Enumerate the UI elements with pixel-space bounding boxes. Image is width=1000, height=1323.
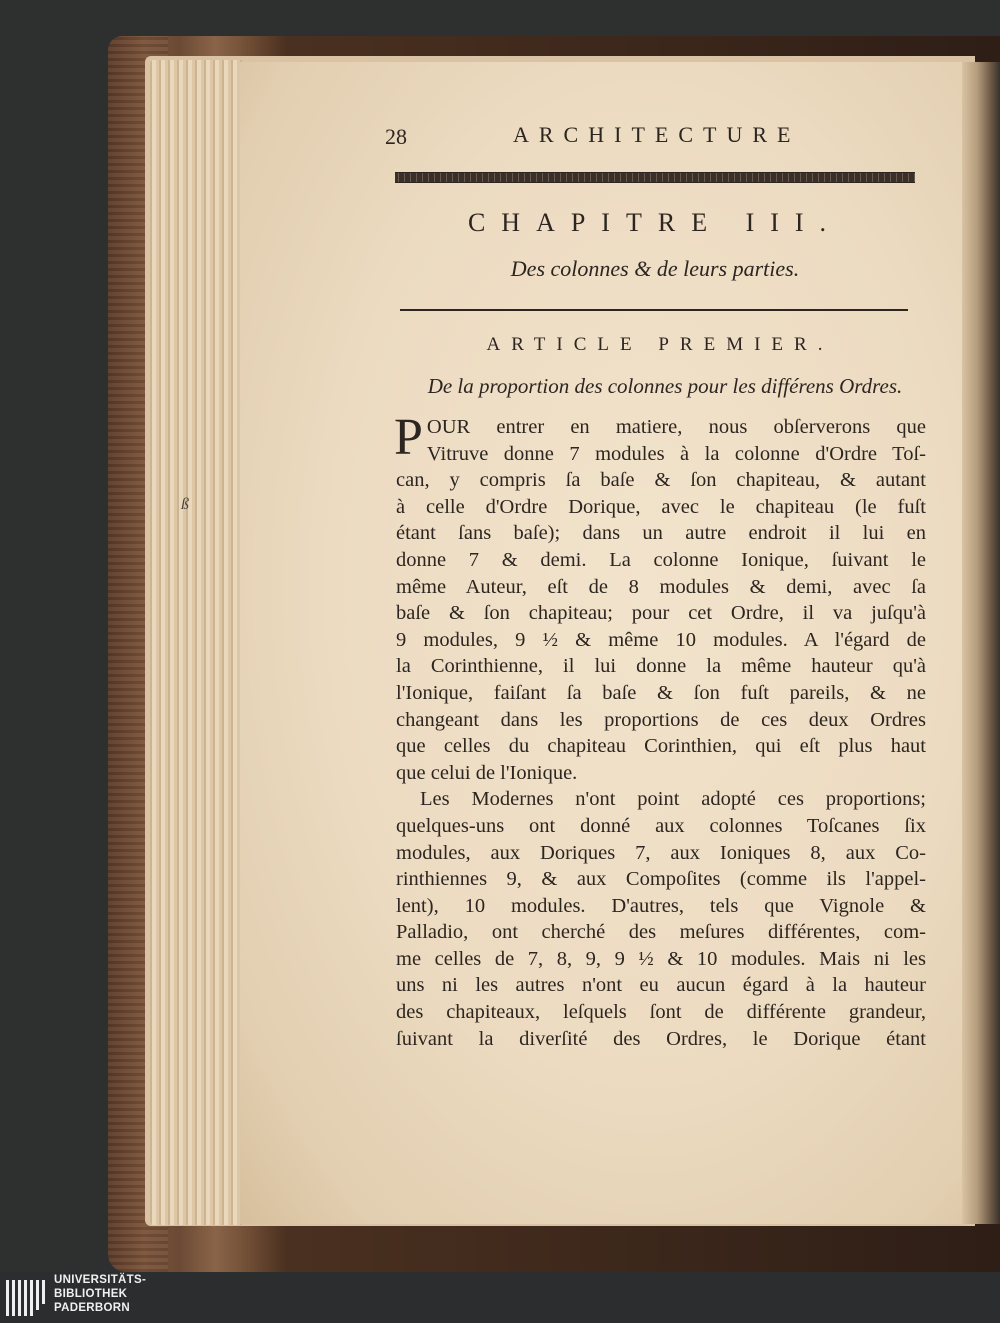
library-footer xyxy=(0,1272,1000,1323)
text-line: des chapiteaux, leſquels ſont de différente grandeur, xyxy=(396,1001,926,1024)
text-line: Les Modernes n'ont point adopté ces proportions; xyxy=(420,788,926,811)
chapter-subtitle: Des colonnes & de leurs parties. xyxy=(510,256,800,281)
article-subheading: De la proportion des colonnes pour les différens Ordres. xyxy=(427,374,903,398)
library-name-line-2: BIBLIOTHEK xyxy=(54,1288,128,1300)
article-heading: ARTICLE PREMIER. xyxy=(486,334,834,355)
page-number: 28 xyxy=(385,124,407,149)
library-name-line-3: PADERBORN xyxy=(54,1302,130,1314)
text-line: donne 7 & demi. La colonne Ionique, ſuivant le xyxy=(396,548,926,571)
text-line: uns ni les autres n'ont eu aucun égard à la hauteur xyxy=(396,974,926,997)
text-line: can, y compris ſa baſe & ſon chapiteau, & autant xyxy=(396,469,926,492)
chapter-title: CHAPITRE III. xyxy=(467,208,843,237)
text-line: à celle d'Ordre Dorique, avec le chapiteau (le fuſt xyxy=(396,495,926,518)
body-text xyxy=(394,409,926,1052)
drop-cap: P xyxy=(394,409,423,466)
text-line: OUR entrer en matiere, nous obſerverons que xyxy=(426,416,926,438)
text-line: baſe & ſon chapiteau; pour cet Ordre, il va juſqu'à xyxy=(396,602,926,625)
text-line: ſuivant la diverſité des Ordres, le Dorique étant xyxy=(396,1027,926,1050)
page-header xyxy=(385,120,925,156)
text-line: étant ſans baſe); dans un autre endroit il lui en xyxy=(396,522,926,545)
text-line: rinthiennes 9, & aux Compoſites (comme ils l'appel- xyxy=(396,868,926,891)
page-gutter xyxy=(962,62,1000,1224)
section-rule xyxy=(400,309,908,311)
page-edges xyxy=(150,60,242,1225)
margin-pencil-mark: ß xyxy=(181,496,189,513)
text-line: que celles du chapiteau Corinthien, qui eſt plus haut xyxy=(396,735,926,758)
text-line: changeant dans les proportions de ces deux Ordres xyxy=(396,708,926,731)
ornamental-rule xyxy=(395,172,915,183)
running-title: ARCHITECTURE xyxy=(513,122,801,147)
text-line: me celles de 7, 8, 9, 9 ½ & 10 modules. Mais ni les xyxy=(396,947,926,970)
text-line: Vitruve donne 7 modules à la colonne d'Ordre Toſ- xyxy=(426,442,926,465)
text-line: modules, aux Doriques 7, aux Ioniques 8, aux Co- xyxy=(396,841,926,864)
text-line: la Corinthienne, il lui donne la même hauteur qu'à xyxy=(396,655,926,678)
text-line: même Auteur, eſt de 8 modules & demi, avec ſa xyxy=(396,575,926,598)
text-line: Palladio, ont cherché des meſures différentes, com- xyxy=(396,921,926,944)
text-line: quelques-uns ont donné aux colonnes Toſcanes ſix xyxy=(396,814,926,837)
text-line: lent), 10 modules. D'autres, tels que Vignole & xyxy=(396,894,926,917)
text-line: l'Ionique, faiſant ſa baſe & ſon fuſt pareils, & ne xyxy=(396,681,926,704)
library-logo-icon xyxy=(6,1276,46,1320)
text-line: que celui de l'Ionique. xyxy=(396,761,578,784)
text-line: 9 modules, 9 ½ & même 10 modules. A l'égard de xyxy=(396,628,926,651)
library-name-line-1: UNIVERSITÄTS- xyxy=(54,1274,147,1286)
